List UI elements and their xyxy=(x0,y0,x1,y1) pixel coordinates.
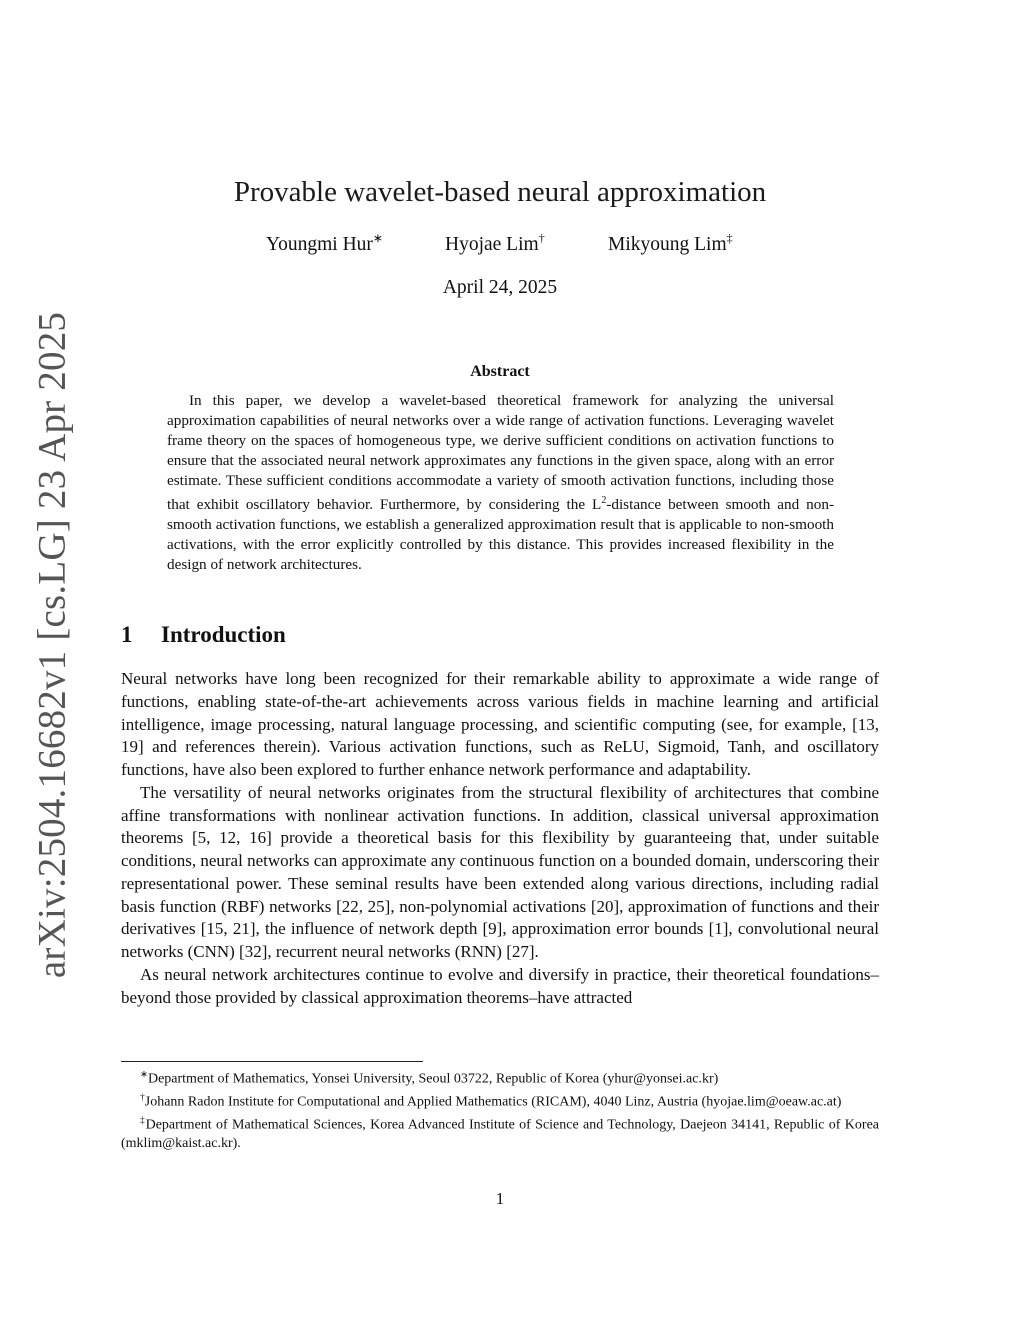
abstract-text xyxy=(167,391,834,575)
author-1 xyxy=(266,231,383,256)
footnote-1-mark: ∗ xyxy=(140,1070,148,1080)
page-number: 1 xyxy=(495,1189,505,1208)
footnote-2-mark: † xyxy=(140,1093,145,1104)
author-3 xyxy=(608,231,733,256)
author-3-name: Mikyoung Lim xyxy=(608,234,727,255)
author-3-mark: ‡ xyxy=(726,231,733,245)
footnote-2-text: Johann Radon Institute for Computational and Applied Mathematics (RICAM), 4040 Linz, Austria (hyojae.lim@oeaw.ac.at) xyxy=(144,1094,842,1110)
arxiv-identifier-stamp: arXiv:2504.16682v1 [cs.LG] 23 Apr 2025 xyxy=(30,311,74,979)
footnotes xyxy=(121,1066,879,1154)
abstract-text-part-1: In this paper, we develop a wavelet-based theoretical framework for analyzing the universal approximation capabilities of neural networks over a wide range of activation functions. Leveraging wavelet frame theory on the spaces of homogeneous type, we derive sufficient conditions on activation functions to ensure that the associated neural network approximates any functions in the given space, along with an error estimate. These sufficient conditions accommodate a variety of smooth activation functions, including those that exhibit oscillatory behavior. Furthermore, by considering the L xyxy=(167,392,834,514)
author-2-mark: † xyxy=(538,231,545,245)
introduction-body xyxy=(121,668,879,1009)
author-1-mark: ∗ xyxy=(372,231,383,245)
footnote-1-text: Department of Mathematics, Yonsei University, Seoul 03722, Republic of Korea (yhur@yonsei.ac.kr) xyxy=(147,1071,719,1087)
abstract-text-part-2: -distance between smooth and non-smooth activation functions, we establish a generalized approximation result that is applicable to non-smooth activations, with the error explicitly controlled by this distance. This provides increased flexibility in the design of network architectures. xyxy=(167,496,834,574)
paragraph-3: As neural network architectures continue to evolve and diversify in practice, their theoretical foundations–beyond those provided by classical approximation theorems–have attracted xyxy=(121,964,879,1007)
author-1-name: Youngmi Hur xyxy=(266,234,373,255)
footnote-2 xyxy=(121,1089,879,1112)
paper-title: Provable wavelet-based neural approximation xyxy=(233,176,767,208)
footnote-3-mark: ‡ xyxy=(140,1116,146,1127)
footnote-3 xyxy=(121,1112,879,1154)
abstract-superscript: 2 xyxy=(601,495,607,506)
abstract-heading: Abstract xyxy=(470,363,530,380)
footnote-divider xyxy=(121,1061,423,1062)
footnote-1 xyxy=(121,1066,879,1089)
paragraph-1: Neural networks have long been recognized for their remarkable ability to approximate a wide range of functions, enabling state-of-the-art achievements across various fields in machine learning and artificial intelligence, image processing, natural language processing, and scientific computing (see, for example, [13, 19] and references therein). Various activation functions, such as ReLU, Sigmoid, Tanh, and oscillatory functions, have also been explored to further enhance network performance and adaptability. xyxy=(121,669,879,779)
footnote-3-text: Department of Mathematical Sciences, Korea Advanced Institute of Science and Technology, Daejeon 34141, Republic of Korea (mklim@kaist.ac.kr). xyxy=(121,1117,879,1152)
section-title: Introduction xyxy=(161,622,286,647)
paragraph-2: The versatility of neural networks originates from the structural flexibility of architectures that combine affine transformations with nonlinear activation functions. In addition, classical universal approximation theorems [5, 12, 16] provide a theoretical basis for this flexibility by guaranteeing that, under suitable conditions, neural networks can approximate any continuous function on a bounded domain, underscoring their representational power. These seminal results have been extended along various directions, including radial basis function (RBF) networks [22, 25], non-polynomial activations [20], approximation of functions and their derivatives [15, 21], the influence of network depth [9], approximation error bounds [1], convolutional neural networks (CNN) [32], recurrent neural networks (RNN) [27]. xyxy=(121,782,879,961)
publication-date: April 24, 2025 xyxy=(442,277,558,298)
section-number: 1 xyxy=(121,622,133,647)
author-2 xyxy=(445,231,545,256)
author-2-name: Hyojae Lim xyxy=(445,234,539,255)
section-heading-introduction xyxy=(121,622,286,648)
